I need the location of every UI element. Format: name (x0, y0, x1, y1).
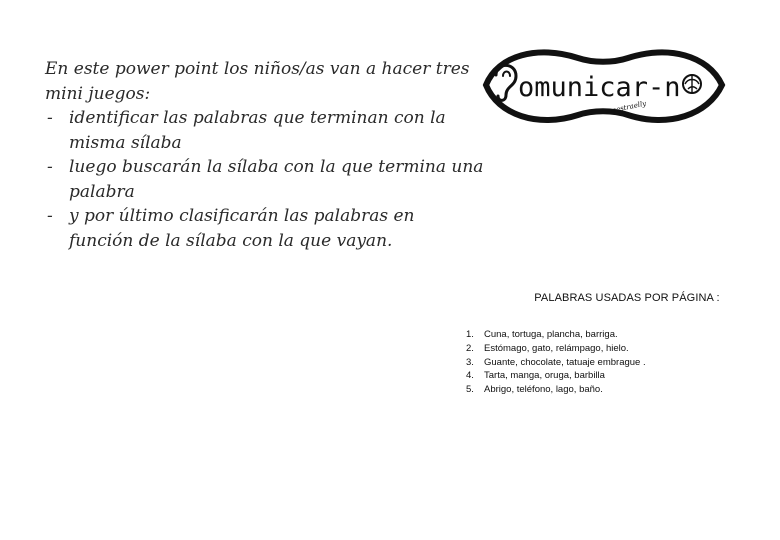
list-item (460, 342, 760, 356)
words-list (460, 328, 760, 397)
intro-text (45, 57, 485, 253)
bullet-dash: - (47, 108, 53, 128)
bullet-line: y por último clasificarán las palabras en (69, 206, 415, 226)
bullet-line: función de la sílaba con la que vayan. (69, 230, 393, 251)
bullet-line: luego buscarán la sílaba con la que termina una (69, 157, 484, 177)
list-number: 2. (466, 342, 474, 354)
bullet-item (45, 204, 485, 253)
words-section (460, 292, 760, 397)
list-text: Abrigo, teléfono, lago, baño. (484, 384, 603, 396)
list-number: 3. (466, 356, 474, 368)
list-text: Estómago, gato, relámpago, hielo. (484, 342, 629, 354)
list-number: 5. (466, 384, 474, 396)
list-text: Cuna, tortuga, plancha, barriga. (484, 329, 618, 340)
list-item (460, 328, 760, 342)
intro-line: En este power point los niños/as van a hacer tres (45, 59, 470, 79)
brain-icon (683, 75, 701, 93)
words-heading: PALABRAS USADAS POR PÁGINA : (534, 292, 720, 304)
logo-tagline: maestraelly (604, 99, 647, 116)
list-item (460, 369, 760, 383)
bullet-item (45, 106, 485, 155)
bullet-item (45, 155, 485, 204)
list-text: Tarta, manga, oruga, barbilla (484, 370, 605, 382)
list-text: Guante, chocolate, tatuaje embrague . (484, 356, 646, 368)
bullet-dash: - (47, 206, 53, 226)
bullet-line: misma sílaba (69, 132, 182, 153)
logo-wordmark: omunicar-n (518, 72, 681, 103)
comunicarnos-logo (478, 40, 728, 130)
bullet-line: identificar las palabras que terminan con la (69, 108, 446, 128)
list-number: 1. (466, 329, 474, 340)
list-number: 4. (466, 370, 474, 382)
list-item (460, 356, 760, 370)
bullet-line: palabra (69, 181, 135, 202)
list-item (460, 383, 760, 397)
intro-line: mini juegos: (45, 83, 151, 104)
bullet-dash: - (47, 157, 53, 177)
